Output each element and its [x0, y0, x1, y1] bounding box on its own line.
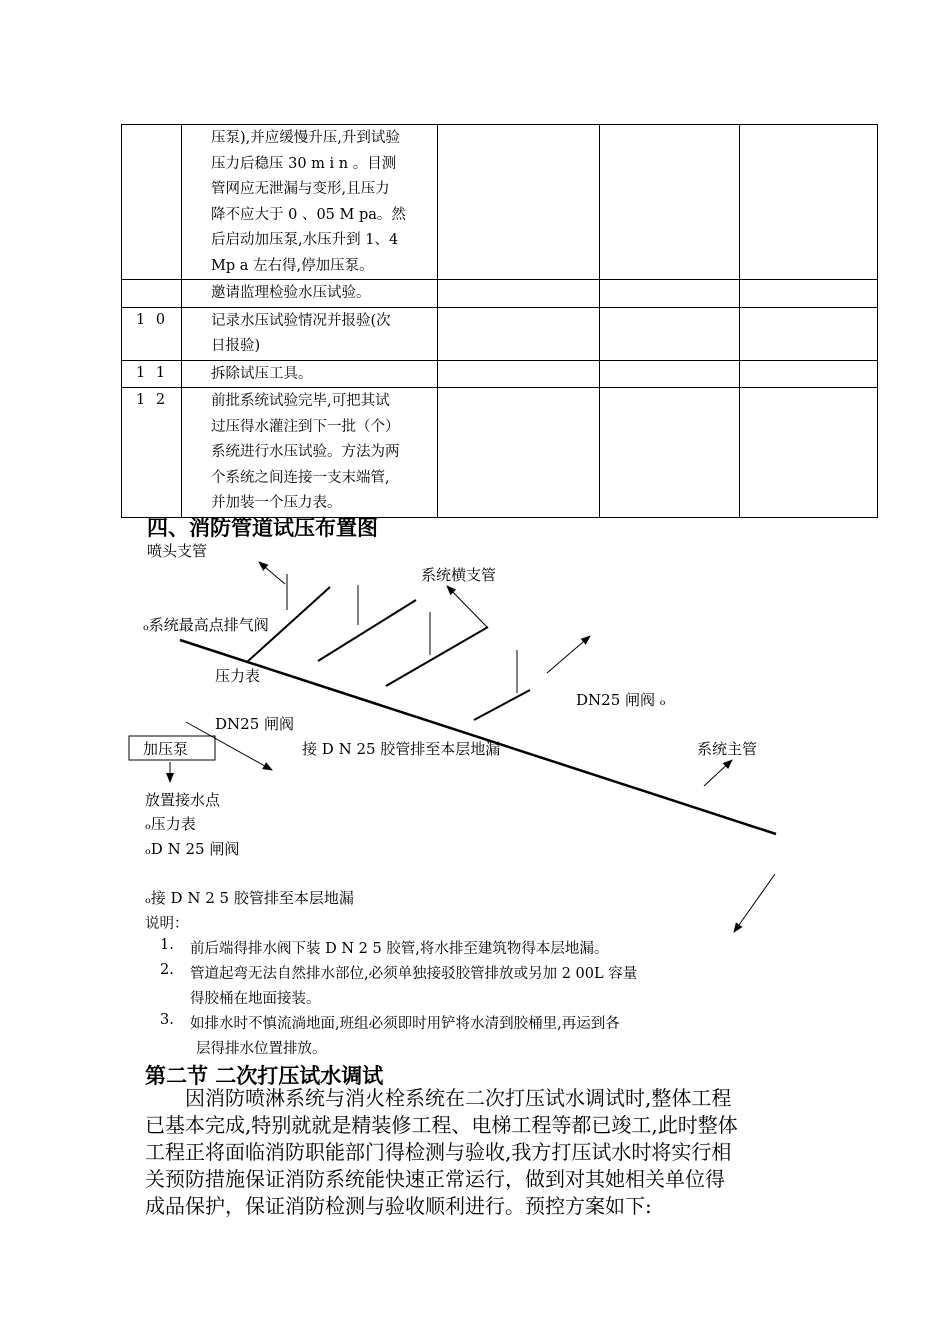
note-number: 2.	[160, 962, 174, 978]
step-text: 拆除试压工具。	[182, 360, 438, 388]
arrow	[259, 562, 285, 584]
arrow	[734, 874, 775, 932]
arrow	[704, 760, 732, 786]
step-number: 1 0	[122, 307, 182, 360]
label-system-cross-branch: 系统横支管	[421, 566, 497, 584]
label-pressure-pump: 加压泵	[143, 740, 189, 758]
section-title: 第二节 二次打压试水调试	[145, 1063, 384, 1088]
step-text: 前批系统试验完毕,可把其试 过压得水灌注到下一批（个） 系统进行水压试验。方法为两 个系统之间连接一支末端管, 并加装一个压力表。	[182, 388, 438, 518]
notes-heading: 说明：	[145, 916, 189, 932]
label-drain-hose: 接 D N 25 胶管排至本层地漏	[302, 740, 501, 758]
diagram-title: 四、消防管道试压布置图	[147, 515, 378, 540]
label-dn25-valve-left: DN25 闸阀	[215, 715, 295, 733]
note-number: 1.	[160, 937, 174, 953]
legend-pressure-gauge: ₒ压力表	[145, 815, 196, 833]
step-text: 压泵),并应缓慢升压,升到试验 压力后稳压 30 m i n 。目测 管网应无泄漏与变形,且压力 降不应大于 0 、05 M pa。然 后启动加压泵,水压升到 1、4 Mp a 左右得,停加压泵。	[182, 125, 438, 280]
label-dn25-valve-right: DN25 闸阀 ₒ	[576, 691, 666, 709]
note-number: 3.	[160, 1012, 174, 1028]
label-sprinkler-branch: 喷头支管	[147, 542, 208, 560]
step-number: 1 1	[122, 360, 182, 388]
label-pressure-gauge: 压力表	[215, 667, 261, 685]
note-text: 得胶桶在地面接装。	[190, 991, 321, 1007]
cross-branch-pipe	[474, 690, 530, 720]
label-high-point-vent: ₒ系统最高点排气阀	[143, 616, 269, 634]
paragraph-line: 工程正将面临消防职能部门得检测与验收,我方打压试水时将实行相	[145, 1140, 732, 1164]
note-text: 如排水时不慎流淌地面,班组必须即时用铲将水清到胶桶里,再运到各	[190, 1016, 620, 1032]
arrow	[547, 636, 590, 673]
label-water-point: 放置接水点	[145, 791, 221, 809]
cross-branch-pipe	[318, 600, 416, 661]
paragraph-line: 成品保护，保证消防检测与验收顺利进行。预控方案如下:	[145, 1194, 652, 1218]
note-text: 管道起弯无法自然排水部位,必须单独接驳胶管排放或另加 2 00L 容量	[190, 966, 638, 982]
note-text: 前后端得排水阀下装 D N 2 5 胶管,将水排至建筑物得本层地漏。	[190, 941, 609, 957]
legend-drain-hose: ₒ接 D N 2 5 胶管排至本层地漏	[145, 889, 354, 907]
note-text: 层得排水位置排放。	[196, 1041, 327, 1057]
paragraph-line: 已基本完成,特别就就是精装修工程、电梯工程等都已竣工,此时整体	[145, 1113, 738, 1137]
step-text: 记录水压试验情况并报验(次 日报验)	[182, 307, 438, 360]
label-system-main: 系统主管	[697, 740, 758, 758]
step-text: 邀请监理检验水压试验。	[182, 280, 438, 308]
paragraph-line: 关预防措施保证消防系统能快速正常运行，做到对其她相关单位得	[145, 1167, 725, 1191]
paragraph-line: 因消防喷淋系统与消火栓系统在二次打压试水调试时,整体工程	[185, 1086, 732, 1110]
step-number: 1 2	[122, 388, 182, 518]
legend-dn25-valve: ₒD N 25 闸阀	[145, 840, 240, 858]
cross-branch-pipe	[386, 627, 488, 686]
arrow	[447, 586, 487, 627]
system-main-pipe	[180, 640, 776, 834]
